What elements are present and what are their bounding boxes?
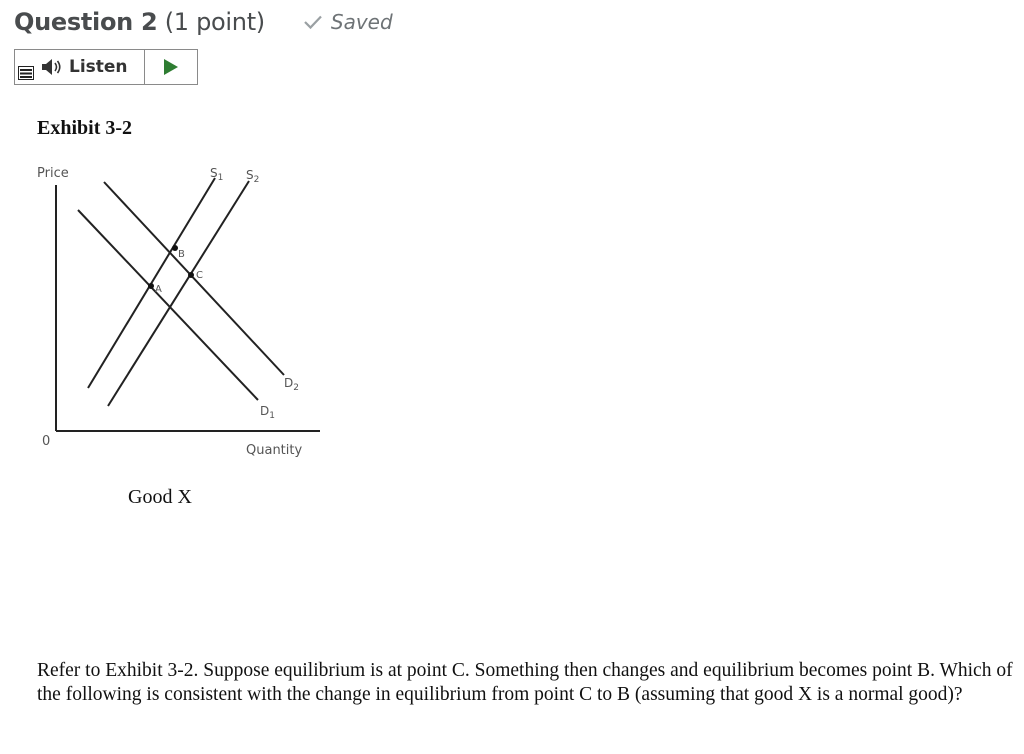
- point-a-label: A: [155, 284, 162, 295]
- exhibit-title: Exhibit 3-2: [37, 117, 133, 139]
- point-a-dot: [148, 283, 154, 289]
- play-button[interactable]: [145, 50, 197, 84]
- point-b-label: B: [178, 249, 185, 260]
- question-number: Question 2: [14, 8, 158, 36]
- question-header: [14, 4, 393, 40]
- d1-label: $D_1$: [260, 404, 275, 421]
- s2-label: $S_2$: [246, 168, 260, 185]
- readspeaker-toolbar: [14, 49, 198, 85]
- listen-button[interactable]: [37, 50, 145, 84]
- demand-curve-d1: [78, 210, 258, 400]
- supply-curve-s1: [88, 178, 215, 388]
- point-c-label: C: [196, 270, 203, 281]
- question-text: Refer to Exhibit 3-2. Suppose equilibrium is at point C. Something then changes and equilibrium becomes point B. Which of the following is consistent with the change in equilibrium from point C to B (assuming that good X is a normal good)?: [37, 660, 1013, 705]
- supply-curve-s2: [108, 181, 249, 406]
- speaker-icon: [41, 58, 63, 76]
- exhibit-caption: Good X: [128, 486, 192, 508]
- question-points: (1 point): [164, 8, 265, 36]
- saved-label: Saved: [330, 10, 393, 34]
- origin-label: 0: [42, 434, 51, 449]
- y-axis-label: Price: [37, 166, 69, 181]
- x-axis-label: Quantity: [246, 443, 303, 458]
- menu-button[interactable]: [15, 50, 37, 84]
- d2-label: $D_2$: [284, 376, 299, 393]
- play-icon: [163, 58, 179, 76]
- menu-icon: [18, 66, 34, 80]
- supply-demand-chart: [30, 155, 320, 465]
- point-c-dot: [188, 272, 194, 278]
- listen-label: Listen: [69, 57, 128, 77]
- checkmark-icon: [303, 14, 323, 30]
- question-title: [14, 8, 265, 36]
- saved-status: [303, 10, 393, 34]
- s1-label: $S_1$: [210, 166, 224, 183]
